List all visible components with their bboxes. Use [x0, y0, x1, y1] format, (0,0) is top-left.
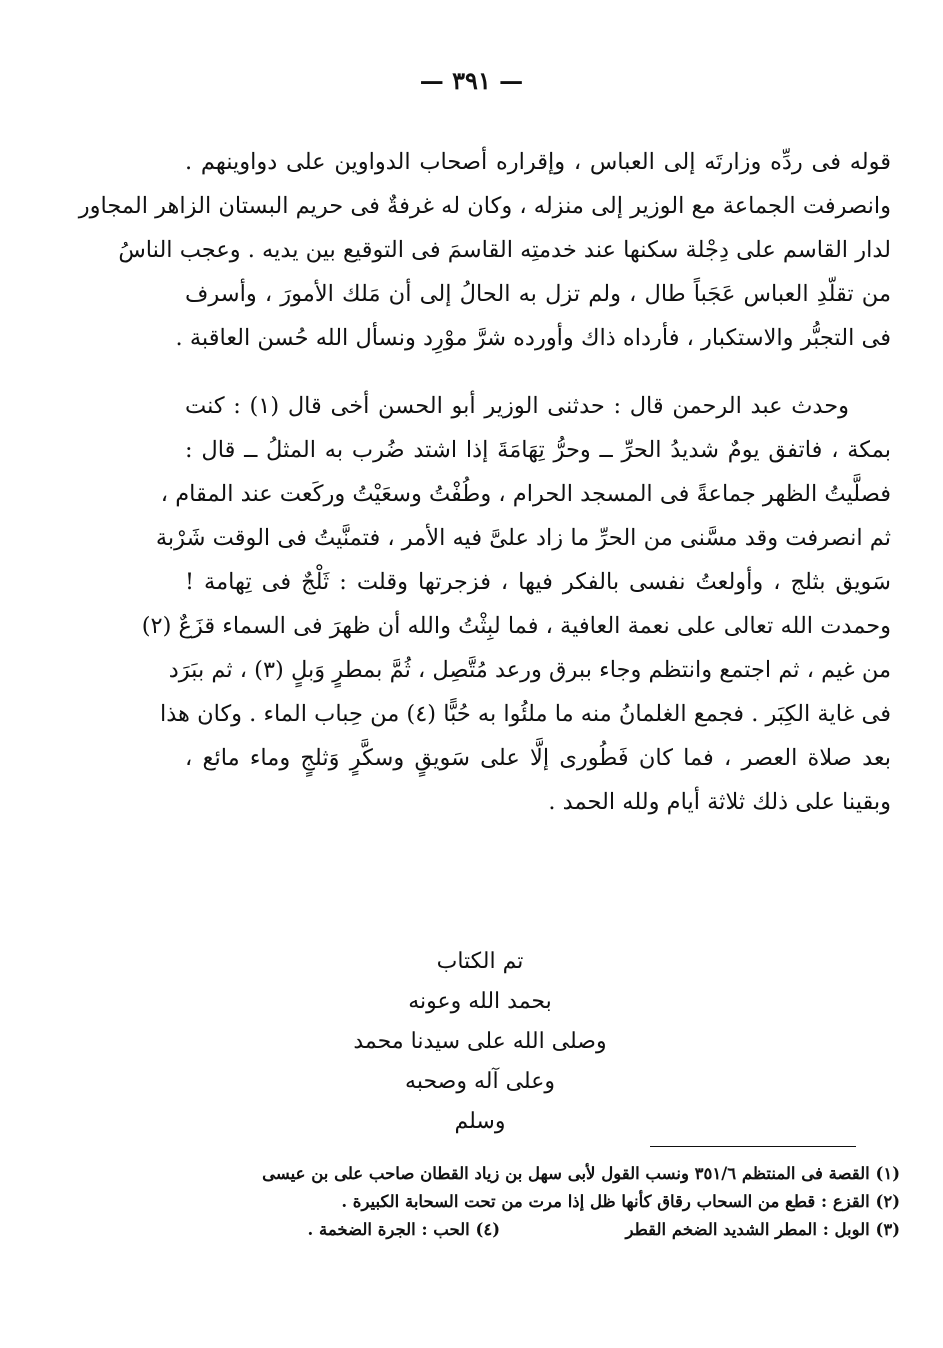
text-line: فى غاية الكِبَر . فجمع الغلمانُ منه ما ملئُوا به حُبًّا (٤) من حِباب الماء . وكان هذا — [159, 701, 891, 727]
text-line: فى التجبُّر والاستكبار ، فأرداه ذاك وأورده شرَّ موْرِد ونسأل الله حُسن العاقبة . — [175, 325, 891, 351]
text-line: بعد صلاة العصر ، فما كان فَطُورى إلَّا على سَويقٍ وسكَّرٍ وَثلجٍ وماء مائع ، — [185, 745, 891, 771]
text-line: وانصرفت الجماعة مع الوزير إلى منزله ، وكان له غرفةٌ فى حريم البستان الزاهر المجاور — [78, 193, 891, 219]
text-line: فصلَّيتُ الظهر جماعةً فى المسجد الحرام ، وطُفْتُ وسعَيْتُ وركَعت عند المقام ، — [160, 481, 891, 507]
colophon-line: وعلى آله وصحبه — [405, 1069, 555, 1094]
text-line: وبقينا على ذلك ثلاثة أيام ولله الحمد . — [548, 789, 891, 815]
footnote-4: (٤) الحب : الجرة الضخمة . — [307, 1220, 500, 1239]
colophon-line: وسلم — [454, 1109, 506, 1134]
paragraph-gap — [185, 360, 891, 384]
colophon-line: بحمد الله وعونه — [408, 989, 552, 1014]
text-line: ثم انصرفت وقد مسَّنى من الحرِّ ما زاد علىَّ فيه الأمر ، فتمنَّيتُ فى الوقت شَرْبة — [155, 525, 891, 551]
colophon — [330, 942, 630, 1142]
text-line: بمكة ، فاتفق يومٌ شديدُ الحرِّ ــ وحرُّ تِهَامَةَ إذا اشتد ضُرب به المثلُ ــ قال : — [185, 437, 891, 463]
text-line: من غيم ، ثم اجتمع وانتظم وجاء ببرق ورعد مُتَّصِل ، ثُمَّ بمطرٍ وَبلٍ (٣) ، ثم ببَرَد — [168, 657, 891, 683]
text-line: وحمدت الله تعالى على نعمة العافية ، فما لبِثْتُ والله أن ظهرَ فى السماء قزَعٌ (٢) — [141, 613, 891, 639]
page-number: — ٣٩١ — — [419, 66, 524, 95]
footnote-divider — [650, 1146, 856, 1147]
text-line: من تقلّدِ العباس عَجَباً طال ، ولم تزل به الحالُ إلى أن مَلك الأمورَ ، وأسرف — [185, 281, 891, 307]
footnote-row-3-4 — [260, 1216, 900, 1244]
text-line: قوله فى ردِّه وزارتَه إلى العباس ، وإقراره أصحاب الدواوين على دواوينهم . — [185, 149, 891, 175]
footnote-1: (١) القصة فى المنتظم ٣٥١/٦ ونسب القول لأبى سهل بن زياد القطان صاحب على بن عيسى — [262, 1164, 900, 1183]
main-text — [78, 140, 891, 824]
colophon-line: وصلى الله على سيدنا محمد — [353, 1029, 607, 1054]
footnote-2: (٢) القزع : قطع من السحاب رقاق كأنها ظل إذا مرت من تحت السحابة الكبيرة . — [341, 1192, 900, 1211]
footnotes — [260, 1160, 900, 1244]
footnote-3: (٣) الوبل : المطر الشديد الضخم القطر — [625, 1220, 900, 1239]
text-line: وحدث عبد الرحمن قال : حدثنى الوزير أبو الحسن أخى قال (١) : كنت — [185, 393, 850, 419]
text-line: لدار القاسم على دِجْلة سكنها عند خدمتِه القاسمَ فى التوقيع بين يديه . وعجب الناسُ — [118, 237, 891, 263]
colophon-line: تم الكتاب — [436, 949, 524, 974]
text-line: سَويق بثلج ، وأولعتُ نفسى بالفكر فيها ، فزجرتها وقلت : ثَلْجٌ فى تِهامة ! — [185, 569, 891, 595]
